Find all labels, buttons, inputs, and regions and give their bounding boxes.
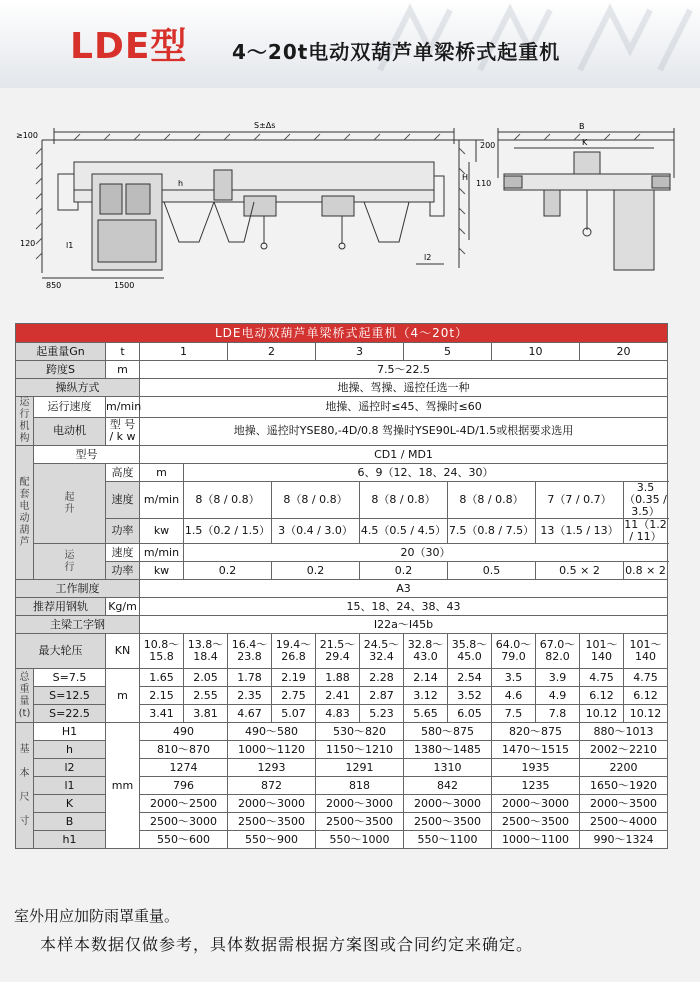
table-row <box>16 634 668 669</box>
table-cell: 8（8 / 0.8） <box>272 482 360 519</box>
table-cell: Kg/m <box>106 598 140 616</box>
table-cell: 4.83 <box>316 705 360 723</box>
table-cell: 2.35 <box>228 687 272 705</box>
table-cell: 1235 <box>492 777 580 795</box>
dim-l2-label: l2 <box>424 253 432 262</box>
table-cell: K <box>34 795 106 813</box>
table-cell: m <box>140 464 184 482</box>
table-cell: 2200 <box>580 759 668 777</box>
table-cell: 10 <box>492 343 580 361</box>
dim-H-label: H <box>462 173 469 182</box>
table-cell: 1935 <box>492 759 580 777</box>
table-cell: 101～ 140 <box>624 634 668 669</box>
table-cell: 2000～3500 <box>580 795 668 813</box>
table-cell: 8（8 / 0.8） <box>184 482 272 519</box>
table-cell: 2002～2210 <box>580 741 668 759</box>
crane-drawing <box>14 118 690 292</box>
table-cell: 1310 <box>404 759 492 777</box>
table-cell: 818 <box>316 777 404 795</box>
table-cell: 1.88 <box>316 669 360 687</box>
table-cell: 550～1100 <box>404 831 492 849</box>
table-row <box>16 723 668 741</box>
table-cell: 872 <box>228 777 316 795</box>
table-cell: 7.5～22.5 <box>140 361 668 379</box>
table-cell: 3 <box>316 343 404 361</box>
table-cell: 2.14 <box>404 669 448 687</box>
table-cell: I22a～I45b <box>140 616 668 634</box>
table-cell: 580～875 <box>404 723 492 741</box>
table-row <box>16 598 668 616</box>
table-cell: 2.15 <box>140 687 184 705</box>
table-cell: 运行速度 <box>34 397 106 418</box>
table-cell: 3.81 <box>184 705 228 723</box>
table-cell: 820～875 <box>492 723 580 741</box>
table-cell: 35.8～ 45.0 <box>448 634 492 669</box>
dim-span-label: S±Δs <box>254 121 276 130</box>
table-cell: A3 <box>140 580 668 598</box>
table-cell: 4.67 <box>228 705 272 723</box>
table-cell: l2 <box>34 759 106 777</box>
table-cell: 地操、驾操、遥控任选一种 <box>140 379 668 397</box>
table-cell: 10.12 <box>580 705 624 723</box>
table-cell: 1274 <box>140 759 228 777</box>
dim-gap-label: ≥100 <box>16 131 38 140</box>
table-cell: 880～1013 <box>580 723 668 741</box>
table-cell: 550～1000 <box>316 831 404 849</box>
model-title: LDE型 <box>70 26 188 67</box>
table-cell: 1470～1515 <box>492 741 580 759</box>
table-cell: 2500～3000 <box>140 813 228 831</box>
table-cell: 3.12 <box>404 687 448 705</box>
table-cell: kw <box>140 519 184 544</box>
table-cell: 6.12 <box>580 687 624 705</box>
table-cell: S=12.5 <box>34 687 106 705</box>
table-row <box>16 519 668 544</box>
table-cell: 2.55 <box>184 687 228 705</box>
dim-K-label: K <box>582 138 588 147</box>
table-cell: 3.9 <box>536 669 580 687</box>
table-cell: 3.41 <box>140 705 184 723</box>
table-cell: 0.2 <box>360 562 448 580</box>
dim-B-label: B <box>579 122 585 131</box>
table-cell: 操纵方式 <box>16 379 140 397</box>
table-cell: 0.5 <box>448 562 536 580</box>
dim-120-label: 120 <box>20 239 36 248</box>
table-row <box>16 397 668 418</box>
table-cell: t <box>106 343 140 361</box>
table-cell: 1150～1210 <box>316 741 404 759</box>
footer-note-disclaimer: 本样本数据仅做参考，具体数据需根据方案图或合同约定来确定。 <box>40 935 534 954</box>
table-cell: 810～870 <box>140 741 228 759</box>
table-cell: m/min <box>140 482 184 519</box>
table-cell: 4.6 <box>492 687 536 705</box>
table-row <box>16 482 668 519</box>
table-cell: 2000～3000 <box>228 795 316 813</box>
table-cell: 1 <box>140 343 228 361</box>
dim-h-label: h <box>178 179 184 188</box>
table-row <box>16 669 668 687</box>
table-cell: 2500～3500 <box>492 813 580 831</box>
table-cell: 8（8 / 0.8） <box>360 482 448 519</box>
table-cell: 电动机 <box>34 417 106 446</box>
table-cell: 990～1324 <box>580 831 668 849</box>
table-cell: 5.23 <box>360 705 404 723</box>
table-cell: 地操、遥控时YSE80,-4D/0.8 驾操时YSE90L-4D/1.5或根据要求选用 <box>140 417 668 446</box>
table-cell: 配 套 电 动 葫 芦 <box>16 446 34 580</box>
table-cell: 2500～3500 <box>316 813 404 831</box>
table-cell: 16.4～ 23.8 <box>228 634 272 669</box>
table-cell: 1291 <box>316 759 404 777</box>
table-cell: 功率 <box>106 562 140 580</box>
table-row <box>16 379 668 397</box>
page-header <box>0 0 700 88</box>
table-cell: 842 <box>404 777 492 795</box>
table-cell: kw <box>140 562 184 580</box>
table-cell: 2000～2500 <box>140 795 228 813</box>
table-row <box>16 562 668 580</box>
footer-note-rain-cover: 室外用应加防雨罩重量。 <box>14 907 180 925</box>
table-cell: 型号 <box>34 446 140 464</box>
table-row <box>16 446 668 464</box>
table-cell: 1650～1920 <box>580 777 668 795</box>
table-cell: 1000～1100 <box>492 831 580 849</box>
table-cell: 20（30） <box>184 544 668 562</box>
table-cell: 13.8～ 18.4 <box>184 634 228 669</box>
table-cell: 功率 <box>106 519 140 544</box>
table-cell: 13（1.5 / 13） <box>536 519 624 544</box>
table-cell: 0.2 <box>272 562 360 580</box>
table-cell: 490～580 <box>228 723 316 741</box>
table-cell: 1380～1485 <box>404 741 492 759</box>
dim-l1-label: l1 <box>66 241 74 250</box>
table-cell: 推荐用钢轨 <box>16 598 106 616</box>
table-cell: 5 <box>404 343 492 361</box>
table-cell: 530～820 <box>316 723 404 741</box>
table-cell: 20 <box>580 343 668 361</box>
table-cell: 运 行 机 构 <box>16 397 34 446</box>
table-cell: m <box>106 669 140 723</box>
table-row <box>16 343 668 361</box>
table-row <box>16 417 668 446</box>
table-cell: 8（8 / 0.8） <box>448 482 536 519</box>
table-cell: 4.9 <box>536 687 580 705</box>
table-cell: 3.5（0.35 / 3.5） <box>624 481 667 518</box>
table-cell: 2000～3000 <box>492 795 580 813</box>
dim-200-label: 200 <box>480 141 496 150</box>
table-cell: 2.54 <box>448 669 492 687</box>
table-cell: 1.78 <box>228 669 272 687</box>
table-cell: 7.8 <box>536 705 580 723</box>
table-cell: 高度 <box>106 464 140 482</box>
table-cell: 2500～3500 <box>228 813 316 831</box>
table-cell: 3（0.4 / 3.0） <box>272 519 360 544</box>
table-cell: 工作制度 <box>16 580 140 598</box>
table-cell: 64.0～ 79.0 <box>492 634 536 669</box>
table-cell: 2.75 <box>272 687 316 705</box>
table-cell: h <box>34 741 106 759</box>
table-cell: l1 <box>34 777 106 795</box>
table-cell: 2500～3500 <box>404 813 492 831</box>
table-cell: 1293 <box>228 759 316 777</box>
table-cell: 基 本 尺 寸 <box>16 723 34 849</box>
table-cell: 11（1.2 / 11） <box>624 518 667 543</box>
table-cell: 19.4～ 26.8 <box>272 634 316 669</box>
table-title: LDE电动双葫芦单梁桥式起重机（4～20t） <box>16 324 668 343</box>
table-cell: 起重量Gn <box>16 343 106 361</box>
table-row <box>16 361 668 379</box>
table-cell: 6.05 <box>448 705 492 723</box>
spec-table <box>15 323 668 849</box>
table-cell: 10.8～ 15.8 <box>140 634 184 669</box>
dim-850-label: 850 <box>46 281 62 290</box>
table-cell: 0.5 × 2 <box>536 562 624 580</box>
table-cell: 1.5（0.2 / 1.5） <box>184 519 272 544</box>
table-cell: 550～900 <box>228 831 316 849</box>
dim-110-label: 110 <box>476 179 492 188</box>
table-cell: 0.8 × 2 <box>624 562 668 580</box>
table-cell: 24.5～ 32.4 <box>360 634 404 669</box>
table-cell: 1.65 <box>140 669 184 687</box>
table-cell: 5.07 <box>272 705 316 723</box>
table-cell: 10.12 <box>624 705 668 723</box>
table-cell: mm <box>106 723 140 849</box>
table-cell: 6.12 <box>624 687 668 705</box>
table-cell: 32.8～ 43.0 <box>404 634 448 669</box>
table-cell: 7.5 <box>492 705 536 723</box>
table-cell: 总 重 量 (t) <box>16 669 34 723</box>
table-cell: h1 <box>34 831 106 849</box>
table-cell: 21.5～ 29.4 <box>316 634 360 669</box>
table-cell: S=22.5 <box>34 705 106 723</box>
table-cell: 最大轮压 <box>16 634 106 669</box>
table-cell: 2.05 <box>184 669 228 687</box>
table-cell: 550～600 <box>140 831 228 849</box>
table-cell: 15、18、24、38、43 <box>140 598 668 616</box>
table-cell: 2.41 <box>316 687 360 705</box>
table-cell: 速度 <box>106 544 140 562</box>
dim-1500-label: 1500 <box>114 281 135 290</box>
table-cell: S=7.5 <box>34 669 106 687</box>
table-cell: m/min <box>140 544 184 562</box>
table-cell: 0.2 <box>184 562 272 580</box>
table-cell: CD1 / MD1 <box>140 446 668 464</box>
table-cell: 6、9（12、18、24、30） <box>184 464 668 482</box>
table-cell: 主梁工字钢 <box>16 616 140 634</box>
table-cell: 490 <box>140 723 228 741</box>
table-cell: 4.75 <box>624 669 668 687</box>
table-cell: 2000～3000 <box>316 795 404 813</box>
table-cell: H1 <box>34 723 106 741</box>
table-cell: 101～ 140 <box>580 634 624 669</box>
table-cell: 跨度S <box>16 361 106 379</box>
table-cell: 运 行 <box>34 544 106 580</box>
table-cell: 3.5 <box>492 669 536 687</box>
table-cell: 2.87 <box>360 687 404 705</box>
table-cell: 型 号 / k w <box>106 417 140 446</box>
table-cell: 3.52 <box>448 687 492 705</box>
table-cell: m/min <box>106 397 140 418</box>
table-cell: 2 <box>228 343 316 361</box>
table-cell: m <box>106 361 140 379</box>
table-row <box>16 464 668 482</box>
table-cell: 2000～3000 <box>404 795 492 813</box>
table-row <box>16 580 668 598</box>
table-cell: 2500～4000 <box>580 813 668 831</box>
table-cell: 4.5（0.5 / 4.5） <box>360 519 448 544</box>
table-cell: 起 升 <box>34 464 106 544</box>
product-title: 4～20t电动双葫芦单梁桥式起重机 <box>232 40 561 64</box>
table-cell: 地操、遥控时≤45、驾操时≤60 <box>140 397 668 418</box>
table-cell: 2.19 <box>272 669 316 687</box>
table-cell: 7（7 / 0.7） <box>536 482 624 519</box>
table-cell: 5.65 <box>404 705 448 723</box>
table-cell: 速度 <box>106 482 140 519</box>
table-cell: 796 <box>140 777 228 795</box>
table-cell: 1000～1120 <box>228 741 316 759</box>
table-row <box>16 544 668 562</box>
table-row <box>16 616 668 634</box>
table-cell: 67.0～ 82.0 <box>536 634 580 669</box>
table-cell: KN <box>106 634 140 669</box>
table-cell: B <box>34 813 106 831</box>
table-cell: 2.28 <box>360 669 404 687</box>
table-cell: 4.75 <box>580 669 624 687</box>
table-cell: 7.5（0.8 / 7.5） <box>448 519 536 544</box>
